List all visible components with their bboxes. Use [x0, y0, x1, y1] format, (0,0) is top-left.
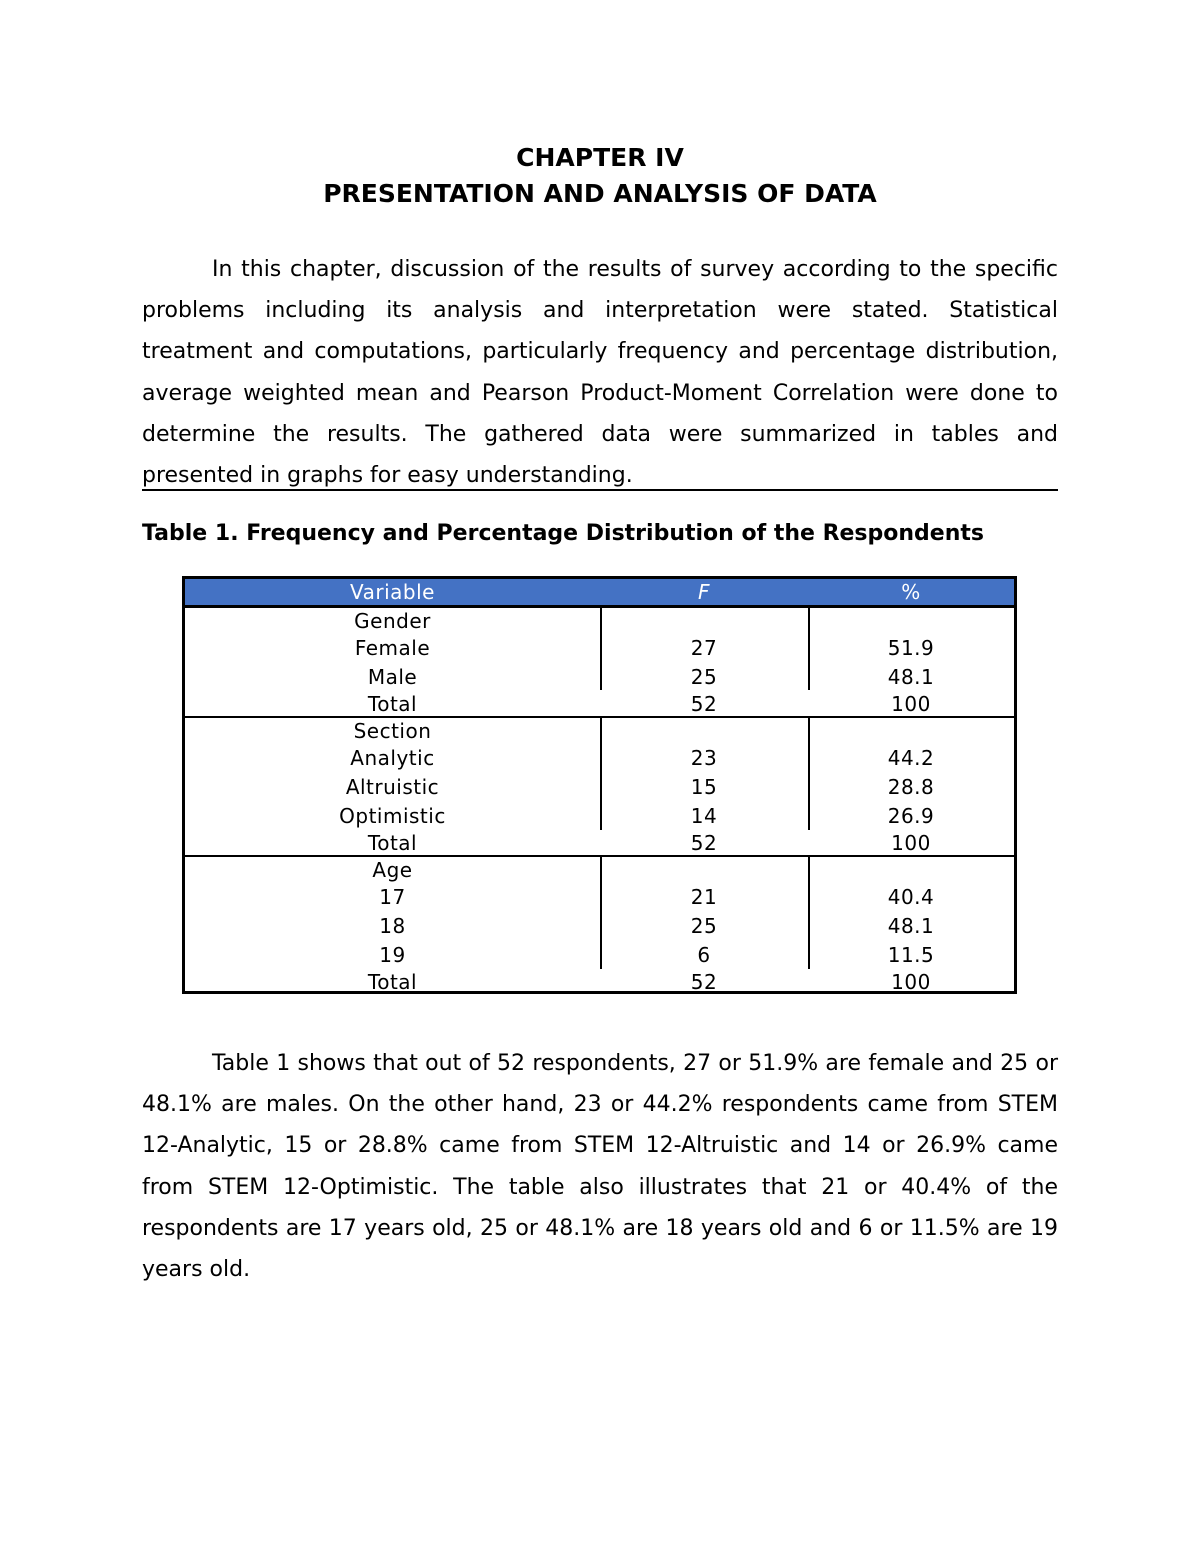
row-frequency: 15	[690, 775, 718, 799]
table-header-row	[185, 579, 1014, 608]
column-divider	[808, 857, 810, 969]
row-label: 17	[379, 885, 406, 909]
row-frequency: 25	[690, 914, 718, 938]
group-title: Gender	[354, 609, 431, 633]
row-percent: 11.5	[887, 943, 935, 967]
row-frequency: 6	[697, 943, 711, 967]
row-frequency: 25	[690, 665, 718, 689]
group-title: Section	[353, 719, 432, 743]
row-frequency: 27	[690, 636, 718, 660]
total-frequency: 52	[690, 970, 718, 994]
total-label: Total	[367, 970, 418, 994]
row-label: 18	[379, 914, 406, 938]
row-percent: 40.4	[887, 885, 935, 909]
column-divider	[600, 718, 602, 830]
row-frequency: 21	[690, 885, 718, 909]
row-label: Optimistic	[339, 804, 446, 828]
row-percent: 51.9	[887, 636, 935, 660]
row-percent: 26.9	[887, 804, 935, 828]
row-percent: 44.2	[887, 746, 935, 770]
row-frequency: 14	[690, 804, 718, 828]
total-percent: 100	[891, 831, 931, 855]
total-percent: 100	[891, 970, 931, 994]
total-frequency: 52	[690, 692, 718, 716]
header-variable: Variable	[350, 580, 435, 604]
group-title: Age	[372, 858, 413, 882]
total-row	[185, 831, 1014, 855]
column-divider	[808, 718, 810, 830]
row-label: Altruistic	[345, 775, 440, 799]
summary-paragraph: Table 1 shows that out of 52 respondents, 27 or 51.9% are female and 25 or 48.1% are males. On the other hand, 23 or 44.2% respondents came from STEM 12-Analytic, 15 or 28.8% came from STEM 12-Altruistic and 14 or 26.9% came from STEM 12-Optimistic. The table also illustrates that 21 or 40.4% of the respondents are 17 years old, 25 or 48.1% are 18 years old and 6 or 11.5% are 19 years old.	[142, 1051, 1058, 1283]
column-divider	[600, 857, 602, 969]
total-label: Total	[367, 831, 418, 855]
column-divider	[600, 608, 602, 690]
table-caption: Table 1. Frequency and Percentage Distribution of the Respondents	[142, 521, 984, 546]
header-percent: %	[901, 580, 921, 604]
table-group-section	[185, 718, 1014, 857]
respondents-table	[182, 576, 1017, 994]
row-label: Analytic	[350, 746, 435, 770]
chapter-number: CHAPTER IV	[516, 143, 684, 172]
row-label: Female	[354, 636, 431, 660]
row-percent: 28.8	[887, 775, 935, 799]
total-percent: 100	[891, 692, 931, 716]
row-frequency: 23	[690, 746, 718, 770]
total-label: Total	[367, 692, 418, 716]
section-divider	[142, 489, 1058, 491]
header-frequency: F	[697, 580, 710, 604]
total-row	[185, 970, 1014, 994]
row-percent: 48.1	[887, 665, 935, 689]
chapter-title: PRESENTATION AND ANALYSIS OF DATA	[323, 179, 877, 208]
total-frequency: 52	[690, 831, 718, 855]
intro-paragraph: In this chapter, discussion of the results of survey according to the specific problems including its analysis and interpretation were stated. Statistical treatment and computations, particularly frequency and percentage distribution, average weighted mean and Pearson Product-Moment Correlation were done to determine the results. The gathered data were summarized in tables and presented in graphs for easy understanding.	[142, 257, 1058, 489]
column-divider	[808, 608, 810, 690]
total-row	[185, 692, 1014, 716]
table-group-gender	[185, 608, 1014, 718]
row-label: Male	[367, 665, 418, 689]
table-group-age	[185, 857, 1014, 995]
row-label: 19	[379, 943, 406, 967]
row-percent: 48.1	[887, 914, 935, 938]
